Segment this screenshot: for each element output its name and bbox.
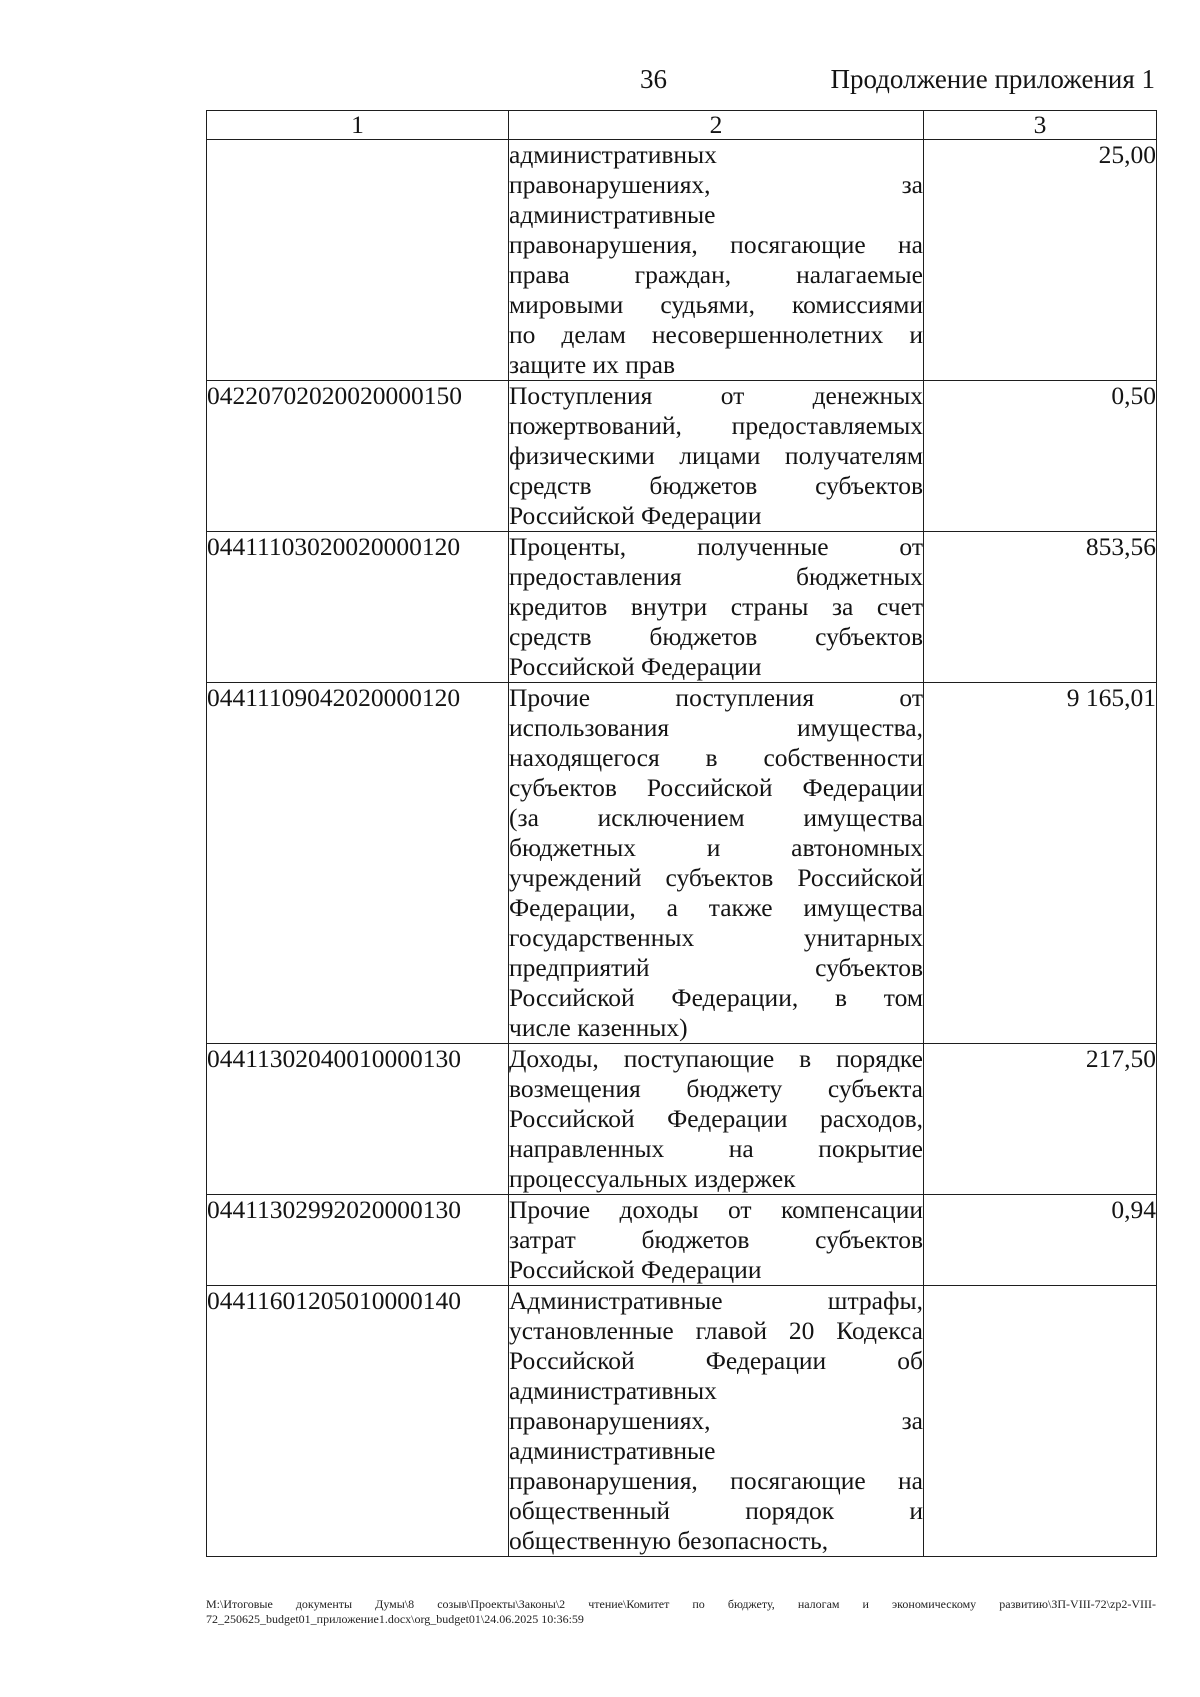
description-line: средств бюджетов субъектов xyxy=(509,622,923,651)
description-line: направленных на покрытие xyxy=(509,1134,923,1163)
description-line: физическими лицами получателям xyxy=(509,441,923,470)
description-line: Российской Федерации об xyxy=(509,1346,923,1375)
description-line: административные xyxy=(509,1436,716,1465)
description-line: использования имущества, xyxy=(509,713,923,742)
description-line: Российской Федерации xyxy=(509,652,762,681)
description-line: учреждений субъектов Российской xyxy=(509,863,923,892)
description-line: бюджетных и автономных xyxy=(509,833,923,862)
description-line: кредитов внутри страны за счет xyxy=(509,592,923,621)
description-line: средств бюджетов субъектов xyxy=(509,471,923,500)
revenue-description xyxy=(509,1044,924,1195)
table-row xyxy=(207,1195,1157,1286)
revenue-description xyxy=(509,683,924,1044)
description-line: Прочие доходы от компенсации xyxy=(509,1195,923,1224)
amount xyxy=(924,1286,1157,1557)
appendix-continuation-label: Продолжение приложения 1 xyxy=(830,64,1155,94)
description-line: государственных унитарных xyxy=(509,923,923,952)
description-line: предоставления бюджетных xyxy=(509,562,923,591)
description-line: находящегося в собственности xyxy=(509,743,923,772)
description-line: Проценты, полученные от xyxy=(509,532,923,561)
revenue-description xyxy=(509,140,924,381)
column-header-3: 3 xyxy=(924,111,1157,140)
column-header-1: 1 xyxy=(207,111,509,140)
revenue-description xyxy=(509,1195,924,1286)
table-row xyxy=(207,1044,1157,1195)
description-line: административных xyxy=(509,140,717,169)
description-line: затрат бюджетов субъектов xyxy=(509,1225,923,1254)
description-line: правонарушения, посягающие на xyxy=(509,1466,923,1495)
budget-classification-code: 04411109042020000120 xyxy=(207,683,509,1044)
file-path-footer: M:\Итоговые документы Думы\8 созыв\Проекты\Законы\2 чтение\Комитет по бюджету, налогам и экономическому развитию\ЗП-VIII-72\zp2-VIII-72_250625_budget01_приложение1.docx\org_budget01\24.06.2025 10:36:59 xyxy=(206,1597,1156,1626)
description-line: Российской Федерации расходов, xyxy=(509,1104,923,1133)
amount: 853,56 xyxy=(924,532,1157,683)
description-line: возмещения бюджету субъекта xyxy=(509,1074,923,1103)
description-line: Поступления от денежных xyxy=(509,381,923,410)
table-row xyxy=(207,381,1157,532)
description-line: Прочие поступления от xyxy=(509,683,923,712)
description-line: защите их прав xyxy=(509,350,676,379)
amount: 0,50 xyxy=(924,381,1157,532)
revenue-description xyxy=(509,381,924,532)
description-line: Административные штрафы, xyxy=(509,1286,923,1315)
budget-classification-code: 04411302040010000130 xyxy=(207,1044,509,1195)
amount: 0,94 xyxy=(924,1195,1157,1286)
budget-classification-code: 04411302992020000130 xyxy=(207,1195,509,1286)
description-line: числе казенных) xyxy=(509,1013,688,1042)
description-line: установленные главой 20 Кодекса xyxy=(509,1316,923,1345)
table-header-row xyxy=(207,111,1157,140)
description-line: Федерации, а также имущества xyxy=(509,893,923,922)
description-line: общественный порядок и xyxy=(509,1496,923,1525)
amount: 217,50 xyxy=(924,1044,1157,1195)
description-line: пожертвований, предоставляемых xyxy=(509,411,923,440)
table-row xyxy=(207,1286,1157,1557)
description-line: Российской Федерации xyxy=(509,501,762,530)
amount: 9 165,01 xyxy=(924,683,1157,1044)
page-number: 36 xyxy=(640,64,667,94)
description-line: правонарушения, посягающие на xyxy=(509,230,923,259)
description-line: субъектов Российской Федерации xyxy=(509,773,923,802)
description-line: правонарушениях, за xyxy=(509,170,923,199)
description-line: правонарушениях, за xyxy=(509,1406,923,1435)
description-line: мировыми судьями, комиссиями xyxy=(509,290,923,319)
column-header-2: 2 xyxy=(509,111,924,140)
table-row xyxy=(207,140,1157,381)
revenue-description xyxy=(509,1286,924,1557)
description-line: общественную безопасность, xyxy=(509,1526,829,1555)
budget-classification-code: 04411601205010000140 xyxy=(207,1286,509,1557)
budget-classification-code: 04411103020020000120 xyxy=(207,532,509,683)
description-line: по делам несовершеннолетних и xyxy=(509,320,923,349)
description-line: административные xyxy=(509,200,716,229)
description-line: Российской Федерации, в том xyxy=(509,983,923,1012)
description-line: административных xyxy=(509,1376,717,1405)
description-line: Российской Федерации xyxy=(509,1255,762,1284)
budget-classification-code: 04220702020020000150 xyxy=(207,381,509,532)
amount: 25,00 xyxy=(924,140,1157,381)
description-line: (за исключением имущества xyxy=(509,803,923,832)
budget-classification-code xyxy=(207,140,509,381)
description-line: предприятий субъектов xyxy=(509,953,923,982)
revenue-table xyxy=(206,110,1157,1557)
table-row xyxy=(207,532,1157,683)
table-row xyxy=(207,683,1157,1044)
description-line: процессуальных издержек xyxy=(509,1164,796,1193)
description-line: Доходы, поступающие в порядке xyxy=(509,1044,923,1073)
revenue-description xyxy=(509,532,924,683)
description-line: права граждан, налагаемые xyxy=(509,260,923,289)
